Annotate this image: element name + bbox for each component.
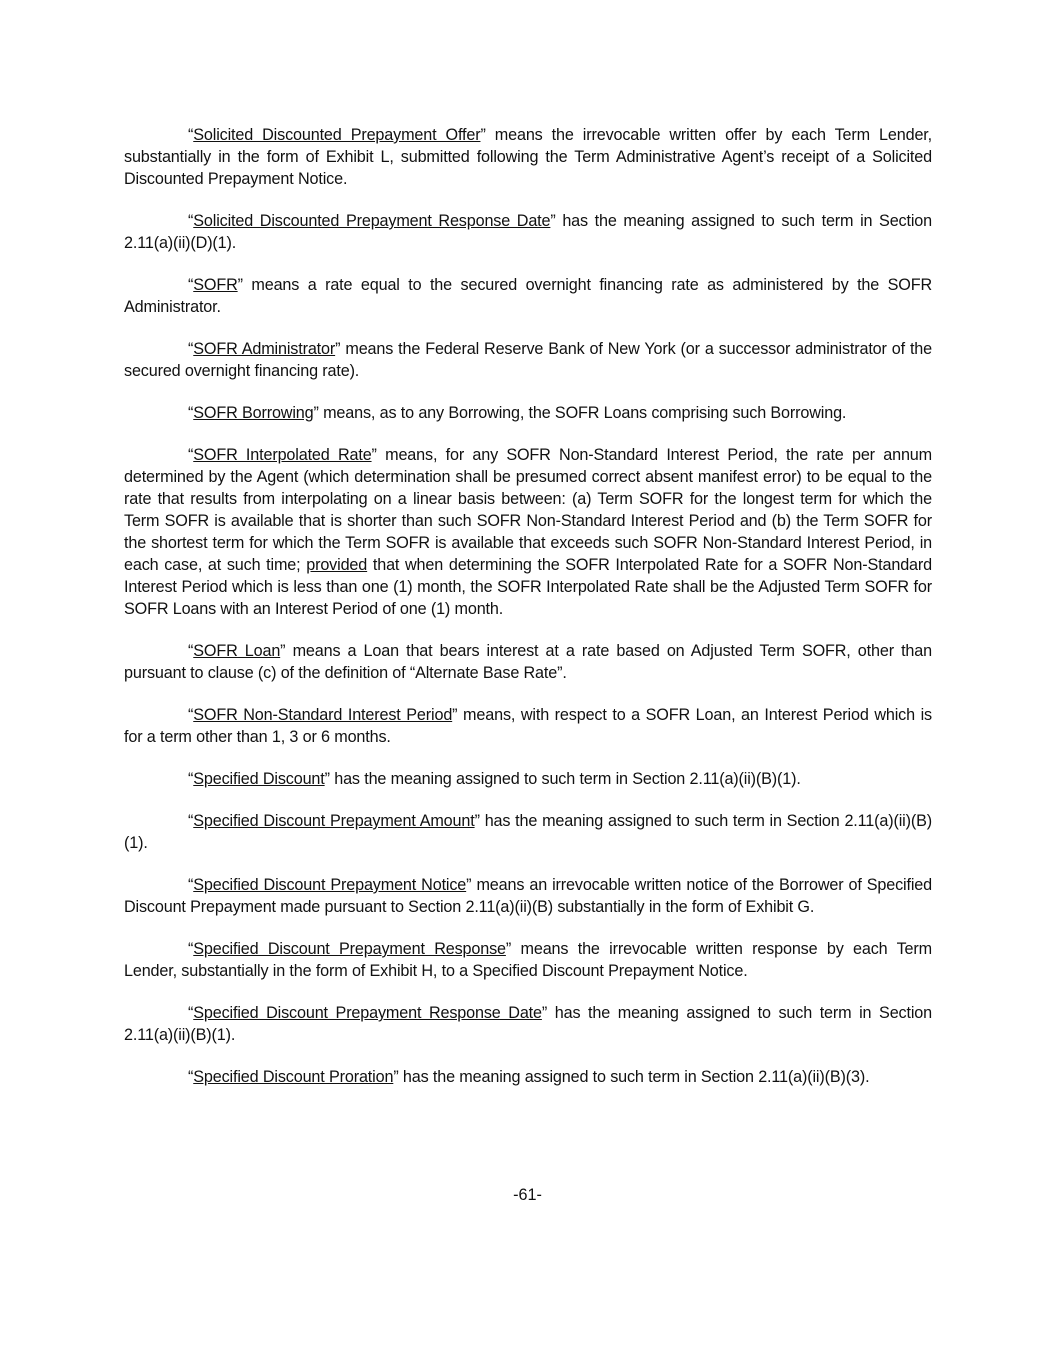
close-quote: ” (371, 446, 377, 464)
definition-text: has the meaning assigned to such term in Section 2.11(a)(ii)(D)(1). (124, 212, 932, 252)
defined-term: Specified Discount Prepayment Amount (193, 812, 475, 830)
definition-text: means a rate equal to the secured overnight financing rate as administered by the SOFR Administrator. (124, 276, 932, 316)
defined-term: SOFR Non-Standard Interest Period (193, 706, 453, 724)
definition-text: means an irrevocable written notice of the Borrower of Specified Discount Prepayment made pursuant to Section 2.11(a)(ii)(B) substantially in the form of Exhibit G. (124, 876, 932, 916)
definition-text: means, with respect to a SOFR Loan, an Interest Period which is for a term other than 1, 3 or 6 months. (124, 706, 932, 746)
open-quote: “ (188, 876, 194, 894)
definition-text-continued: that when determining the SOFR Interpolated Rate for a SOFR Non-Standard Interest Period which is less than one (1) month, the SOFR Interpolated Rate shall be the Adjusted Term SOFR for SOFR Loans with an Interest Period of one (1) month. (124, 556, 932, 618)
open-quote: “ (188, 940, 194, 958)
close-quote: ” (313, 404, 319, 422)
definition-text: means, as to any Borrowing, the SOFR Loans comprising such Borrowing. (318, 404, 847, 422)
open-quote: “ (188, 404, 194, 422)
defined-term: Specified Discount Proration (193, 1068, 394, 1086)
definition-specified-discount-prepayment-response (124, 938, 932, 982)
definition-sofr-administrator (124, 338, 932, 382)
defined-term: SOFR Borrowing (193, 404, 314, 422)
close-quote: ” (335, 340, 341, 358)
open-quote: “ (188, 1068, 194, 1086)
close-quote: ” (237, 276, 243, 294)
open-quote: “ (188, 770, 194, 788)
open-quote: “ (188, 642, 194, 660)
defined-term: Specified Discount Prepayment Response Date (193, 1004, 542, 1022)
open-quote: “ (188, 126, 194, 144)
close-quote: ” (452, 706, 458, 724)
definition-solicited-discounted-prepayment-response-date (124, 210, 932, 254)
close-quote: ” (324, 770, 330, 788)
close-quote: ” (280, 642, 286, 660)
defined-term: Solicited Discounted Prepayment Offer (193, 126, 481, 144)
definition-text: has the meaning assigned to such term in Section 2.11(a)(ii)(B)(1). (124, 1004, 932, 1044)
close-quote: ” (466, 876, 472, 894)
definition-text: has the meaning assigned to such term in Section 2.11(a)(ii)(B)(1). (329, 770, 801, 788)
definition-sofr (124, 274, 932, 318)
close-quote: ” (393, 1068, 399, 1086)
document-page (124, 124, 932, 1108)
definition-specified-discount (124, 768, 932, 790)
definition-text: means the irrevocable written offer by each Term Lender, substantially in the form of Exhibit L, submitted following the Term Administrative Agent’s receipt of a Solicited Discounted Prepayment Notice. (124, 126, 932, 188)
definition-sofr-interpolated-rate (124, 444, 932, 620)
close-quote: ” (541, 1004, 548, 1022)
open-quote: “ (188, 276, 194, 294)
definition-sofr-non-standard-interest-period (124, 704, 932, 748)
close-quote: ” (480, 126, 486, 144)
proviso-keyword: provided (306, 556, 368, 574)
open-quote: “ (188, 706, 194, 724)
open-quote: “ (188, 446, 194, 464)
close-quote: ” (550, 212, 556, 230)
defined-term: Specified Discount Prepayment Notice (193, 876, 467, 894)
open-quote: “ (188, 812, 194, 830)
defined-term: Solicited Discounted Prepayment Response Date (193, 212, 551, 230)
open-quote: “ (188, 1004, 194, 1022)
defined-term: SOFR Administrator (193, 340, 336, 358)
defined-term: SOFR Loan (193, 642, 281, 660)
defined-term: SOFR Interpolated Rate (193, 446, 372, 464)
close-quote: ” (474, 812, 480, 830)
definition-text: has the meaning assigned to such term in Section 2.11(a)(ii)(B)(3). (398, 1068, 870, 1086)
definition-text: has the meaning assigned to such term in Section 2.11(a)(ii)(B)(1). (124, 812, 932, 852)
definition-specified-discount-prepayment-amount (124, 810, 932, 854)
definition-solicited-discounted-prepayment-offer (124, 124, 932, 190)
definition-text: means the irrevocable written response by each Term Lender, substantially in the form of Exhibit H, to a Specified Discount Prepayment Notice. (124, 940, 932, 980)
definition-text: means a Loan that bears interest at a rate based on Adjusted Term SOFR, other than pursuant to clause (c) of the definition of “Alternate Base Rate”. (124, 642, 932, 682)
definition-text: means, for any SOFR Non-Standard Interest Period, the rate per annum determined by the Agent (which determination shall be presumed correct absent manifest error) to be equal to the rate that results from interpolating on a linear basis between: (a) Term SOFR for the longest term for which the Term SOFR is available that is shorter than such SOFR Non-Standard Interest Period and (b) the Term SOFR for the shortest term for which the Term SOFR is available that exceeds such SOFR Non-Standard Interest Period, in each case, at such time; (124, 446, 932, 574)
definition-sofr-loan (124, 640, 932, 684)
defined-term: Specified Discount Prepayment Response (193, 940, 506, 958)
definition-specified-discount-prepayment-response-date (124, 1002, 932, 1046)
definition-text: means the Federal Reserve Bank of New York (or a successor administrator of the secured overnight financing rate). (124, 340, 933, 380)
open-quote: “ (188, 212, 194, 230)
definition-specified-discount-prepayment-notice (124, 874, 932, 918)
page-number: -61- (513, 1186, 542, 1204)
definition-specified-discount-proration (124, 1066, 932, 1088)
definition-sofr-borrowing (124, 402, 932, 424)
defined-term: Specified Discount (193, 770, 325, 788)
defined-term: SOFR (193, 276, 238, 294)
open-quote: “ (188, 340, 194, 358)
close-quote: ” (505, 940, 512, 958)
